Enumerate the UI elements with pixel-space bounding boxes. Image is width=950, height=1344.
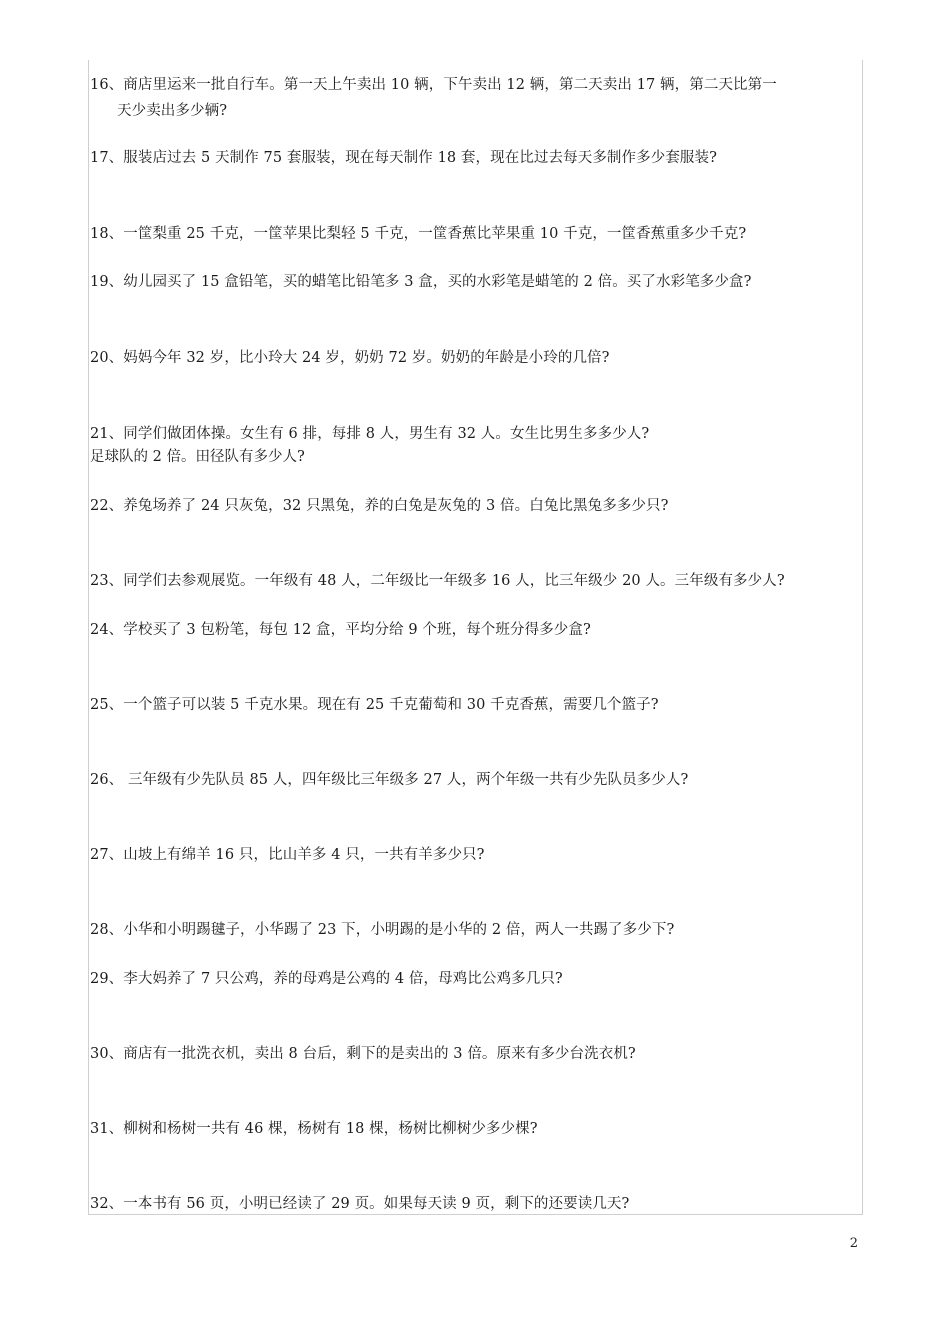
question-text: 21、同学们做团体操。女生有 6 排，每排 8 人，男生有 32 人。女生比男生多多少人? bbox=[90, 426, 650, 442]
question-text: 25、一个篮子可以装 5 千克水果。现在有 25 千克葡萄和 30 千克香蕉，需要几个篮子? bbox=[90, 697, 659, 713]
question-31 bbox=[90, 1116, 538, 1142]
question-23 bbox=[90, 568, 785, 594]
question-22 bbox=[90, 493, 669, 519]
question-18 bbox=[90, 221, 746, 247]
question-text: 32、一本书有 56 页，小明已经读了 29 页。如果每天读 9 页，剩下的还要读几天? bbox=[90, 1196, 630, 1212]
page-number: 2 bbox=[849, 1236, 858, 1251]
question-text: 31、柳树和杨树一共有 46 棵，杨树有 18 棵，杨树比柳树少多少棵? bbox=[90, 1121, 538, 1137]
question-text: 26、 三年级有少先队员 85 人，四年级比三年级多 27 人，两个年级一共有少先队员多少人? bbox=[90, 772, 689, 788]
question-19 bbox=[90, 269, 751, 295]
question-text: 23、同学们去参观展览。一年级有 48 人，二年级比一年级多 16 人，比三年级少 20 人。三年级有多少人? bbox=[90, 573, 785, 589]
question-text: 16、商店里运来一批自行车。第一天上午卖出 10 辆，下午卖出 12 辆，第二天卖出 17 辆，第二天比第一 bbox=[90, 77, 777, 93]
question-32 bbox=[90, 1191, 629, 1217]
question-text: 18、一筐梨重 25 千克，一筐苹果比梨轻 5 千克，一筐香蕉比苹果重 10 千克，一筐香蕉重多少千克? bbox=[90, 226, 747, 242]
question-text: 29、李大妈养了 7 只公鸡，养的母鸡是公鸡的 4 倍，母鸡比公鸡多几只? bbox=[90, 971, 563, 987]
question-text: 28、小华和小明踢毽子，小华踢了 23 下，小明踢的是小华的 2 倍，两人一共踢了多少下? bbox=[90, 922, 675, 938]
question-25 bbox=[90, 692, 659, 718]
question-text: 30、商店有一批洗衣机，卖出 8 台后，剩下的是卖出的 3 倍。原来有多少台洗衣机? bbox=[90, 1046, 636, 1062]
question-26 bbox=[90, 767, 688, 793]
question-text: 27、山坡上有绵羊 16 只，比山羊多 4 只，一共有羊多少只? bbox=[90, 847, 485, 863]
question-text: 17、服装店过去 5 天制作 75 套服装，现在每天制作 18 套，现在比过去每天多制作多少套服装? bbox=[90, 150, 718, 166]
stray-text-line: 足球队的 2 倍。田径队有多少人? bbox=[90, 449, 305, 465]
question-text: 24、学校买了 3 包粉笔，每包 12 盒，平均分给 9 个班，每个班分得多少盒? bbox=[90, 622, 591, 638]
question-17 bbox=[90, 145, 717, 171]
question-30 bbox=[90, 1041, 636, 1067]
question-20 bbox=[90, 345, 610, 371]
question-text: 19、幼儿园买了 15 盒铅笔，买的蜡笔比铅笔多 3 盒，买的水彩笔是蜡笔的 2 倍。买了水彩笔多少盒? bbox=[90, 274, 752, 290]
question-text: 22、养兔场养了 24 只灰兔，32 只黑兔，养的白兔是灰兔的 3 倍。白兔比黑兔多多少只? bbox=[90, 498, 669, 514]
question-16 bbox=[90, 72, 777, 124]
question-24 bbox=[90, 617, 591, 643]
question-text-continuation: 天少卖出多少辆? bbox=[117, 103, 228, 119]
question-27 bbox=[90, 842, 485, 868]
question-28 bbox=[90, 917, 674, 943]
question-29 bbox=[90, 966, 563, 992]
question-text: 20、妈妈今年 32 岁，比小玲大 24 岁，奶奶 72 岁。奶奶的年龄是小玲的几倍? bbox=[90, 350, 610, 366]
